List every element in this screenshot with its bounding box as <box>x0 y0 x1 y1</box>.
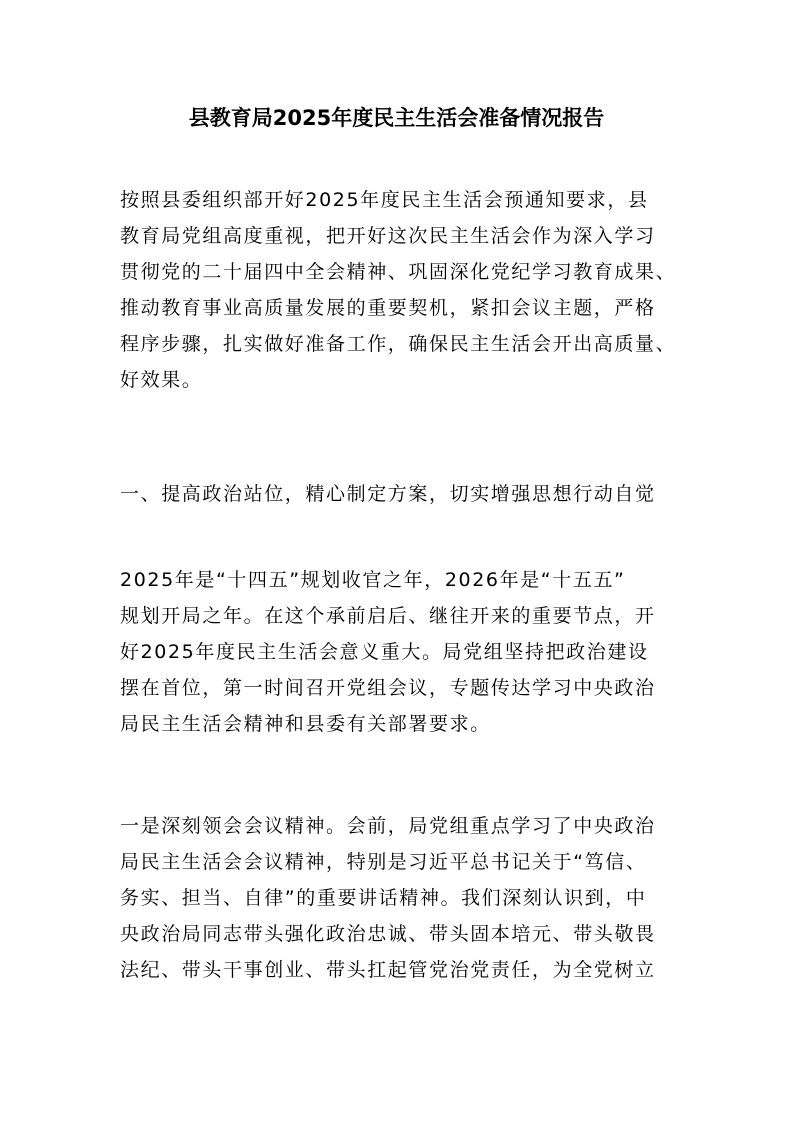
text-line: 局民主生活会精神和县委有关部署要求。 <box>120 713 491 735</box>
text-line: 局民主生活会会议精神，特别是习近平总书记关于“笃信、 <box>120 851 647 873</box>
text-line: 务实、担当、自律”的重要讲话精神。我们深刻认识到，中 <box>120 887 647 909</box>
text-line: 央政治局同志带头强化政治忠诚、带头固本培元、带头敬畏 <box>120 923 656 945</box>
text-line: 好2025年度民主生活会意义重大。局党组坚持把政治建设 <box>120 641 649 663</box>
text-line: 摆在首位，第一时间召开党组会议，专题传达学习中央政治 <box>120 677 656 699</box>
text-line: 按照县委组织部开好2025年度民主生活会预通知要求，县 <box>120 189 649 211</box>
section-heading-text: 一、提高政治站位，精心制定方案，切实增强思想行动自觉 <box>120 483 656 505</box>
paragraph-intro <box>120 182 680 398</box>
text-line: 贯彻党的二十届四中全会精神、巩固深化党纪学习教育成果、 <box>120 261 677 283</box>
text-line: 教育局党组高度重视，把开好这次民主生活会作为深入学习 <box>120 225 656 247</box>
paragraph-point-1 <box>120 808 680 988</box>
text-line: 规划开局之年。在这个承前启后、继往开来的重要节点，开 <box>120 605 656 627</box>
paragraph-background <box>120 562 680 742</box>
text-line: 法纪、带头干事创业、带头扛起管党治党责任，为全党树立 <box>120 959 656 981</box>
document-title: 县教育局2025年度民主生活会准备情况报告 <box>188 106 605 130</box>
text-line: 一是深刻领会会议精神。会前，局党组重点学习了中央政治 <box>120 815 656 837</box>
text-line: 程序步骤，扎实做好准备工作，确保民主生活会开出高质量、 <box>120 333 677 355</box>
text-line: 2025年是“十四五”规划收官之年，2026年是“十五五” <box>120 569 626 591</box>
text-line: 好效果。 <box>120 369 203 391</box>
section-heading-1 <box>120 476 680 512</box>
text-line: 推动教育事业高质量发展的重要契机，紧扣会议主题，严格 <box>120 297 656 319</box>
